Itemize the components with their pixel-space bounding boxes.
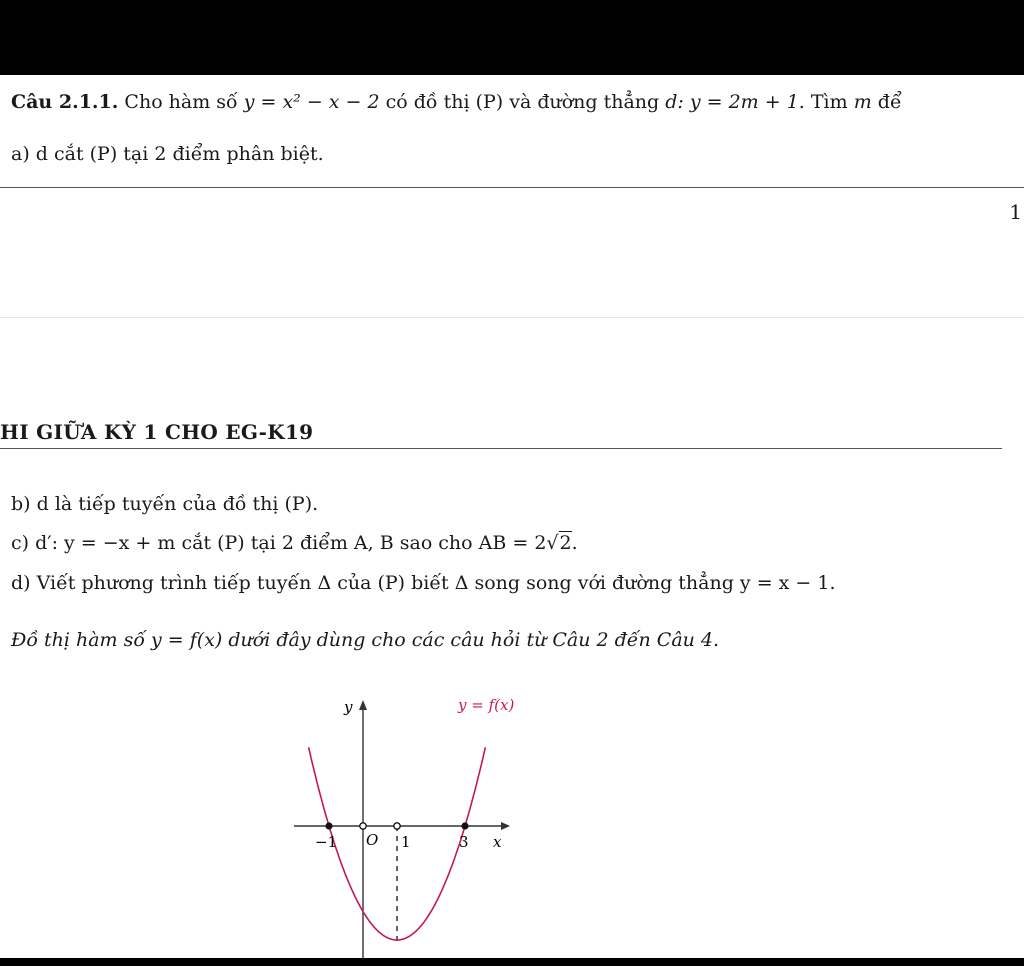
question-line-d: d: y = 2m + 1. [665,91,805,113]
part-c-label: c) [11,532,30,554]
question-text-b: có đồ thị (P) và đường thẳng [385,91,660,113]
part-c-end: . [571,532,578,554]
root-point-0 [325,822,332,829]
part-a-label: a) [11,143,30,165]
x-tick-label-1: 1 [401,833,411,851]
question-text-d: để [877,91,902,113]
question-label: Câu 2.1.1. [11,91,119,113]
page-divider-1 [0,187,1024,188]
sqrt-symbol: √ [546,532,559,554]
origin-label: O [366,831,379,849]
page-divider-2 [0,317,1024,318]
part-b-text: d là tiếp tuyến của đồ thị (P). [36,493,319,515]
part-c-text: d′: y = −x + m cắt (P) tại 2 điểm A, B sao cho AB = 2 [35,532,547,554]
part-d-label: d) [11,572,31,594]
x-axis-label: x [493,833,502,851]
part-d-text: Viết phương trình tiếp tuyến Δ của (P) biết Δ song song với đường thẳng y = x − 1. [36,572,836,594]
black-bottom-band [0,958,1024,966]
function-graph [280,682,540,962]
part-b-label: b) [11,493,31,515]
page-header: HI GIỮA KỲ 1 CHO EG-K19 [0,420,314,444]
question-text-a: Cho hàm số [124,91,238,113]
black-top-band [0,0,1024,75]
part-d [11,571,836,595]
question-text-c: Tìm [810,91,848,113]
question-var-m: m [853,91,872,113]
graph-intro: Đồ thị hàm số y = f(x) dưới đây dùng cho các câu hỏi từ Câu 2 đến Câu 4. [11,629,720,651]
origin-point [360,823,366,829]
x-tick-label-2: 3 [459,833,469,851]
curve-label: y = f(x) [458,696,515,714]
root-point-1 [461,822,468,829]
question-function: y = x² − x − 2 [243,91,380,113]
y-axis-arrow [359,700,367,710]
part-c [11,531,578,555]
header-rule [0,448,1002,449]
part-c-sqrt-value: 2 [559,532,572,554]
page-number: 1 [1009,200,1022,224]
x-tick-label-0: −1 [315,833,338,851]
vertex-x-point [394,823,400,829]
question-line [11,90,902,114]
y-axis-label: y [344,698,353,716]
part-a [11,142,324,166]
part-a-text: d cắt (P) tại 2 điểm phân biệt. [35,143,324,165]
x-axis-arrow [501,822,510,830]
part-b [11,492,318,516]
